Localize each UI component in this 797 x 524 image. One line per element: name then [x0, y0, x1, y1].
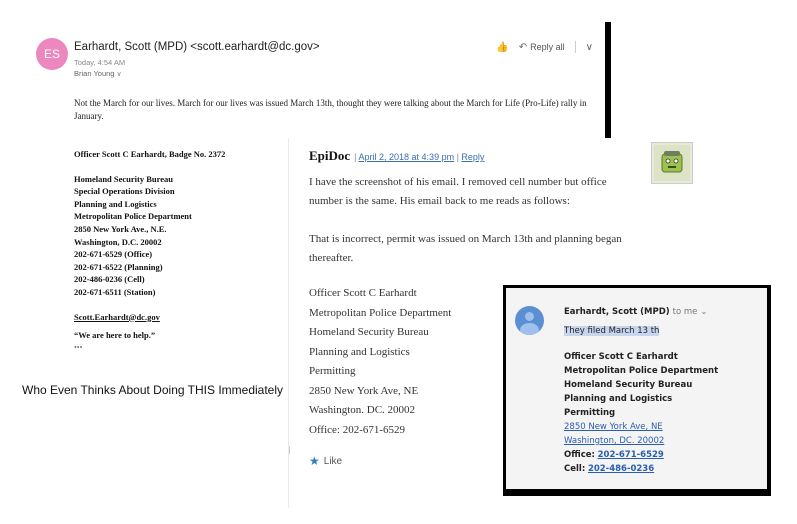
sender-avatar: [515, 306, 544, 335]
sender-name: Earhardt, Scott (MPD): [564, 307, 670, 317]
chevron-down-icon[interactable]: ⌄: [700, 307, 708, 317]
email-signature: [74, 148, 284, 354]
signature-line: Metropolitan Police Department: [309, 306, 452, 319]
signature-line: Permitting: [564, 408, 616, 418]
cell-phone-link[interactable]: 202-486-0236: [587, 464, 655, 474]
divider: [289, 446, 290, 454]
identicon-icon: [654, 145, 690, 181]
show-trimmed-content-button[interactable]: •••: [74, 342, 83, 352]
signature-line: Metropolitan Police Department: [74, 211, 192, 222]
signature-line: Washington, D.C. 20002: [74, 236, 162, 247]
email-timestamp: Today, 4:54 AM: [74, 58, 126, 67]
cell-label: Cell:: [564, 464, 586, 474]
signature-line: Metropolitan Police Department: [564, 366, 719, 376]
like-button[interactable]: [309, 454, 342, 468]
comment-signature: [309, 284, 451, 440]
gmail-message: [506, 288, 767, 489]
signature-line: Planning and Logistics: [564, 394, 673, 404]
signature-line: 202-486-0236 (Cell): [74, 274, 145, 285]
chevron-down-icon[interactable]: ∨: [116, 71, 122, 78]
office-phone-link[interactable]: 202-671-6529: [597, 450, 664, 460]
address-link[interactable]: 2850 New York Ave, NE: [564, 422, 663, 432]
signature-line: Officer Scott C Earhardt: [564, 352, 678, 362]
reply-link[interactable]: Reply: [461, 152, 485, 162]
reply-all-button[interactable]: [519, 42, 565, 53]
star-icon: ★: [309, 454, 320, 468]
signature-line: Homeland Security Bureau: [309, 326, 429, 338]
sender-name[interactable]: Earhardt, Scott (MPD) <scott.earhardt@dc.gov>: [74, 41, 320, 53]
signature-motto: “We are here to help.”: [74, 330, 156, 341]
comment-date-link[interactable]: April 2, 2018 at 4:39 pm: [358, 152, 455, 162]
signature-line: Washington. DC. 20002: [309, 404, 416, 416]
recipient-label: to me: [672, 307, 698, 317]
spacer: [74, 161, 284, 173]
gmail-screenshot: [503, 285, 771, 496]
comment-header: [309, 147, 484, 165]
gmail-body: [564, 324, 764, 476]
office-label: Office:: [564, 450, 595, 460]
spacer: [74, 299, 284, 311]
signature-line: Special Operations Division: [74, 186, 175, 197]
author-avatar: [651, 142, 693, 184]
address-link[interactable]: Washington, DC. 20002: [564, 436, 665, 446]
signature-line: Officer Scott C Earhardt: [309, 287, 417, 299]
signature-line: 202-671-6522 (Planning): [74, 261, 163, 272]
reply-all-label: Reply all: [530, 42, 565, 52]
sender-line[interactable]: [564, 307, 707, 317]
comment-meta: | April 2, 2018 at 4:39 pm | Reply: [354, 152, 485, 162]
like-label: Like: [323, 455, 343, 467]
message-text: They filed March 13 th: [564, 326, 660, 336]
signature-line: 202-671-6529 (Office): [74, 249, 153, 260]
comment-paragraph: I have the screenshot of his email. I removed cell number but office number is the same. His email back to me reads as follows:: [309, 176, 607, 207]
recipient-name: Brian Young: [74, 69, 115, 78]
spacer: [564, 338, 764, 350]
signature-line: 2850 New York Ave., N.E.: [74, 223, 167, 234]
email-body-text: Not the March for our lives. March for our lives was issued March 13th, thought they were talking about the March for Life (Pro-Life) rally in January.: [74, 98, 587, 121]
comment-paragraph: That is incorrect, permit was issued on March 13th and planning began thereafter.: [309, 233, 622, 264]
signature-line: 202-671-6511 (Station): [74, 286, 156, 297]
signature-line: Homeland Security Bureau: [74, 173, 174, 184]
divider: [575, 41, 576, 53]
comment-author: EpiDoc: [309, 148, 351, 163]
signature-name: Officer Scott C Earhardt, Badge No. 2372: [74, 149, 226, 159]
signature-line: Planning and Logistics: [74, 198, 157, 209]
recipient-line[interactable]: [74, 69, 122, 78]
sender-avatar: ES: [36, 38, 68, 70]
signature-email-link[interactable]: Scott.Earhardt@dc.gov: [74, 311, 160, 322]
signature-line: Permitting: [309, 365, 356, 377]
signature-line: 2850 New York Ave, NE: [309, 384, 419, 397]
comment-body: [309, 173, 639, 287]
email-actions: [496, 41, 593, 53]
signature-line: Homeland Security Bureau: [564, 380, 693, 390]
signature-line: Planning and Logistics: [309, 345, 410, 358]
like-icon[interactable]: 👍: [496, 41, 509, 53]
image-caption: Who Even Thinks About Doing THIS Immediately: [22, 383, 284, 397]
chevron-down-icon[interactable]: ∨: [585, 41, 593, 53]
signature-line: Office: 202-671-6529: [309, 423, 406, 436]
reply-all-icon: ↶: [518, 41, 528, 53]
